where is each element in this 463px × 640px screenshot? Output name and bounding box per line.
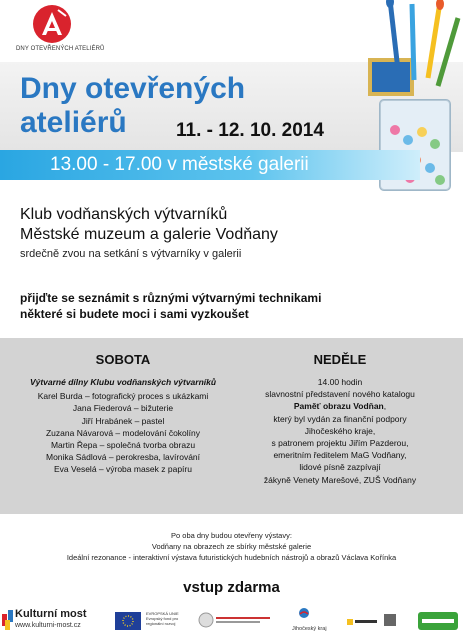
sunday-line: žákyně Venety Marešové, ZUŠ Vodňany <box>263 474 417 485</box>
event-time: 13.00 - 17.00 v městské galerii <box>50 154 309 175</box>
logo-caption: DNY OTEVŘENÝCH ATELIÉRŮ <box>16 46 105 52</box>
saturday-column <box>20 352 226 476</box>
sunday-line: slavnostní představení nového katalogu <box>265 389 415 400</box>
eu-caption: EVROPSKÁ UNIE Evropský fond pro regionální rozvoj <box>146 611 179 626</box>
sunday-line: který byl vydán za finanční podpory <box>273 413 407 424</box>
paint-brushes-illustration <box>350 0 463 250</box>
sponsor-logo-icon <box>347 617 379 627</box>
ministry-logo-icon <box>198 612 214 628</box>
jihocesky-kraj-caption: Jihočeský kraj <box>292 626 327 632</box>
list-item: Karel Burda – fotografický proces s ukázkami <box>37 391 209 402</box>
exhibitions-info: Po oba dny budou otevřeny výstavy: Vodňany na obrazech ze sbírky městské galerie Ideální rezonance - interaktivní výstava futuristických hudebních nástrojů a obrazů Václava Kořínka <box>66 531 397 562</box>
list-item: Monika Sádlová – perokresba, lavírování <box>45 452 201 463</box>
page-title: Dny otevřených ateliérů <box>20 72 246 139</box>
sunday-time: 14.00 hodin <box>317 377 363 387</box>
sunday-heading: NEDĚLE <box>313 352 367 367</box>
eu-flag-icon <box>115 612 141 630</box>
catalog-title: Paměť obrazu Vodňan <box>293 401 384 412</box>
free-entry: vstup zdarma <box>183 579 280 596</box>
sunday-column <box>245 352 435 486</box>
museum-logo-icon <box>384 612 396 628</box>
list-item: Jiří Hrabánek – pastel <box>81 415 165 426</box>
kulturni-most-title: Kulturní most <box>15 608 87 620</box>
atelier-logo-icon <box>32 4 72 44</box>
saturday-subheading: Výtvarné dílny Klubu vodňanských výtvarníků <box>29 377 217 387</box>
sunday-line: lidové písně zazpívají <box>299 462 381 473</box>
kulturni-most-url: www.kulturni-most.cz <box>15 622 81 629</box>
list-item: Jana Fiederová – bižuterie <box>72 403 174 414</box>
workshop-invite: přijďte se seznámit s různými výtvarnými technikami některé si budete moci i sami vyzkoušet <box>20 291 322 321</box>
list-item: Eva Veselá – výroba masek z papíru <box>54 464 192 475</box>
ministry-wordmark-icon <box>216 616 270 626</box>
kulturni-most-logo-icon <box>2 610 14 630</box>
list-item: Zuzana Návarová – modelování čokolíny <box>45 427 201 438</box>
sunday-line: s patronem projektu Jiřím Pazderou, <box>271 438 409 449</box>
catalog-line: Paměť obrazu Vodňan, <box>293 401 387 412</box>
saturday-heading: SOBOTA <box>95 352 151 367</box>
jihocesky-kraj-logo-icon <box>297 607 311 625</box>
event-dates: 11. - 12. 10. 2014 <box>176 120 324 141</box>
sunday-line: emeritním ředitelem MaG Vodňany, <box>273 450 407 461</box>
partner-logo-icon <box>418 612 458 630</box>
list-item: Martin Řepa – společná tvorba obrazu <box>50 440 196 451</box>
invitation-text: srdečně zvou na setkání s výtvarníky v galerii <box>20 248 242 260</box>
sunday-line: Jihočeského kraje, <box>304 425 376 436</box>
organizers: Klub vodňanských výtvarníků Městské muzeum a galerie Vodňany <box>20 206 278 243</box>
